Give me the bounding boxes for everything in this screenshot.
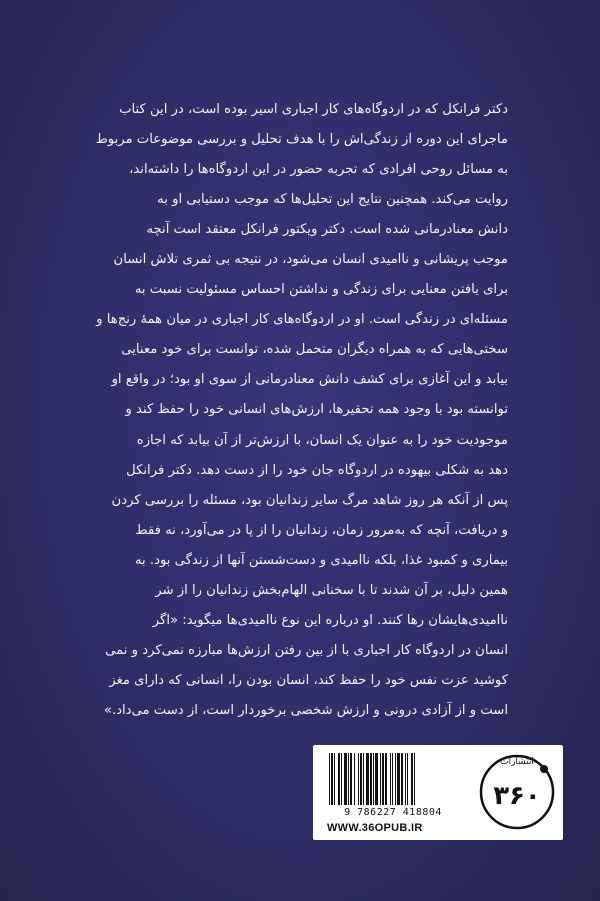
- blurb-line: موجب پریشانی و ناامیدی انسان می‌شود، در نتیجه بی ثمری تلاش انسان: [113, 252, 508, 268]
- blurb-line: و دریافت، آنچه که به‌مرور زمان، زندانیان را از پا در می‌آورد، نه فقط: [135, 522, 508, 538]
- isbn-barcode: [325, 753, 465, 807]
- isbn-number: 9 786227 418804: [344, 807, 442, 818]
- blurb-line: روایت می‌کند. همچنین نتایج این تحلیل‌ها که موجب دستیابی او به: [157, 192, 508, 208]
- blurb-line: دانش معنادرمانی شده است. دکتر ویکتور فرانکل معتقد است آنچه: [146, 222, 508, 238]
- blurb-line: ماجرای این دوره از زندگی‌اش را با هدف تحلیل و بررسی موضوعات مربوط: [95, 132, 508, 148]
- blurb-line: موجودیت خود را به عنوان یک انسان، با ارزش‌تر از آن بیابد که اجازه: [136, 432, 508, 448]
- blurb-line: به مسائل روحی افرادی که تجربه حضور در این اردوگاه‌ها را داشته‌اند،: [129, 162, 508, 178]
- blurb-line: پس از آنکه هر روز شاهد مرگ سایر زندانیان بود، مسئله را بررسی کردن: [111, 492, 508, 508]
- blurb-text: [92, 95, 508, 726]
- blurb-line: سختی‌هایی که به همراه دیگران متحمل شده، توانست برای خود معنایی: [121, 342, 508, 358]
- publisher-logo: [478, 753, 556, 831]
- publisher-number: ۳۶۰: [493, 781, 541, 811]
- blurb-line: بیماری و کمبود غذا، بلکه ناامیدی و دست‌شستن آنها از زندگی بود. به: [134, 552, 508, 568]
- blurb-line: انسان در اردوگاه کار اجباری با از بین رفتن ارزش‌ها مبارزه نمی‌کرد و نمی: [105, 642, 508, 658]
- blurb-line: کوشید عزت نفس خود را حفظ کند، انسان بودن را، انسانی که دارای مغز: [109, 672, 508, 688]
- blurb-line: است و از آزادی درونی و ارزش شخصی برخوردار است، از دست می‌داد.»: [103, 702, 508, 718]
- blurb-line: مسئله‌ای در زندگی است. او در اردوگاه‌های کار اجباری در میان همهٔ رنج‌ها و: [96, 312, 508, 328]
- publisher-website: WWW.36OPUB.IR: [327, 822, 423, 834]
- blurb-line: دکتر فرانکل که در اردوگاه‌های کار اجباری اسیر بوده است، در این کتاب: [119, 102, 508, 117]
- barcode-panel: [313, 745, 563, 840]
- blurb-line: همین دلیل، بر آن شدند تا با سخنانی الهام‌بخش زندانیان را از شر: [155, 582, 508, 598]
- blurb-line: ناامیدی‌هایشان رها کنند. او درباره این نوع ناامیدی‌ها میگوید: «اگر: [152, 612, 508, 628]
- blurb-line: دهد به شکلی بیهوده در اردوگاه جان خود را از دست دهد. دکتر فرانکل: [126, 462, 508, 478]
- blurb-line: بیابد و این آغازی برای کشف دانش معنادرمانی از سوی او بود؛ در واقع او: [111, 372, 508, 388]
- blurb-line: برای یافتن معنایی برای زندگی و نداشتن احساس مسئولیت نسبت به: [134, 282, 508, 298]
- publisher-label: انتشارات: [500, 757, 534, 767]
- blurb-line: توانسته بود با وجود همه تحقیرها، ارزش‌های انسانی خود را حفظ کند و: [125, 402, 508, 418]
